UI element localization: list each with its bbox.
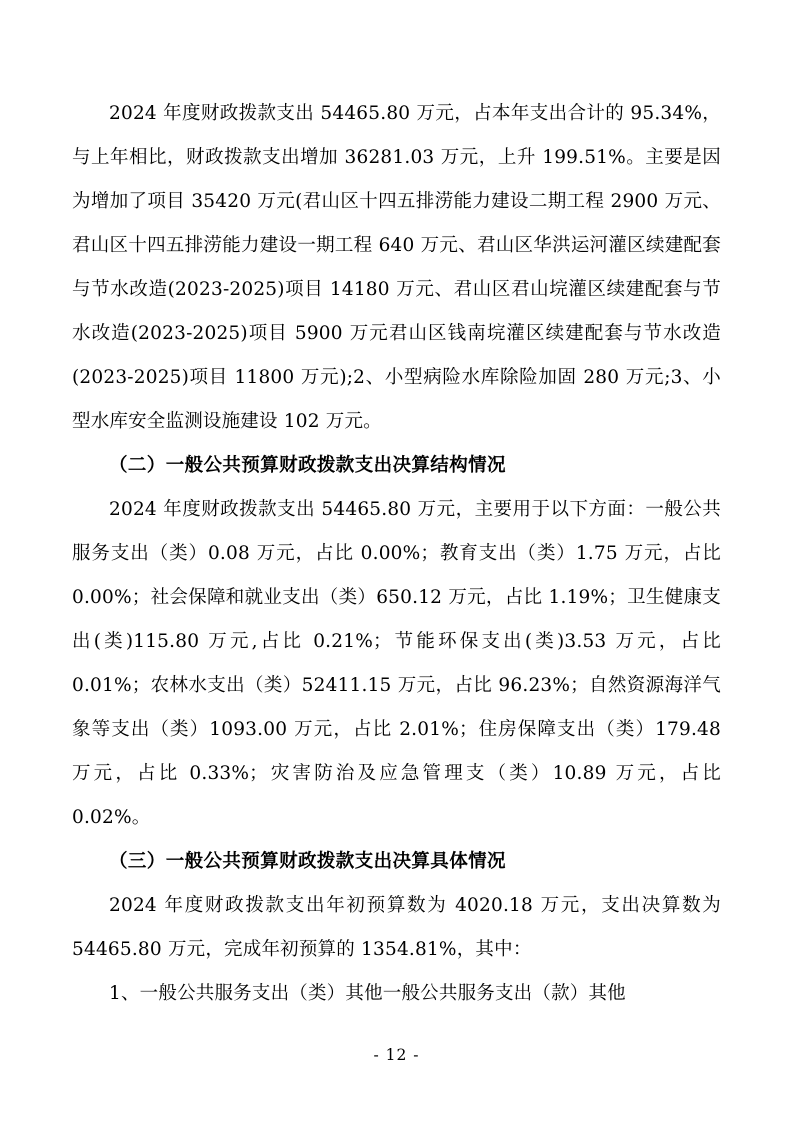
- heading-structure-of-expenditure: （二）一般公共预算财政拨款支出决算结构情况: [109, 455, 506, 476]
- heading-specific-expenditure-details: （三）一般公共预算财政拨款支出决算具体情况: [109, 851, 506, 872]
- paragraph-budget-vs-final-accounts: 2024 年度财政拨款支出年初预算数为 4020.18 万元，支出决算数为 54465.80 万元，完成年初预算的 1354.81%，其中：: [72, 895, 721, 960]
- page-number: - 12 -: [373, 1046, 420, 1064]
- paragraph-expenditure-structure-detail: 2024 年度财政拨款支出 54465.80 万元，主要用于以下方面：一般公共服务支出（类）0.08 万元，占比 0.00%；教育支出（类）1.75 万元，占比 0.00%；社会保障和就业支出（类）650.12 万元，占比 1.19%；卫生健康支出(类)115.80 万元,占比 0.21%；节能环保支出(类)3.53 万元，占比 0.01%；农林水支出（类）52411.15 万元，占比 96.23%；自然资源海洋气象等支出（类）1093.00 万元，占比 2.01%；住房保障支出（类）179.48 万元，占比 0.33%；灾害防治及应急管理支（类）10.89 万元，占比 0.02%。: [72, 499, 721, 828]
- paragraph-fiscal-appropriation-expenditure: 2024 年度财政拨款支出 54465.80 万元，占本年支出合计的 95.34%，与上年相比，财政拨款支出增加 36281.03 万元，上升 199.51%。主要是因为增加了项目 35420 万元(君山区十四五排涝能力建设二期工程 2900 万元、君山区十四五排涝能力建设一期工程 640 万元、君山区华洪运河灌区续建配套与节水改造(2023-2025)项目 14180 万元、君山区君山垸灌区续建配套与节水改造(2023-2025)项目 5900 万元君山区钱南垸灌区续建配套与节水改造(2023-2025)项目 11800 万元);2、小型病险水库除险加固 280 万元;3、小型水库安全监测设施建设 102 万元。: [72, 103, 721, 432]
- paragraph-general-public-service-item: 1、一般公共服务支出（类）其他一般公共服务支出（款）其他: [109, 983, 626, 1004]
